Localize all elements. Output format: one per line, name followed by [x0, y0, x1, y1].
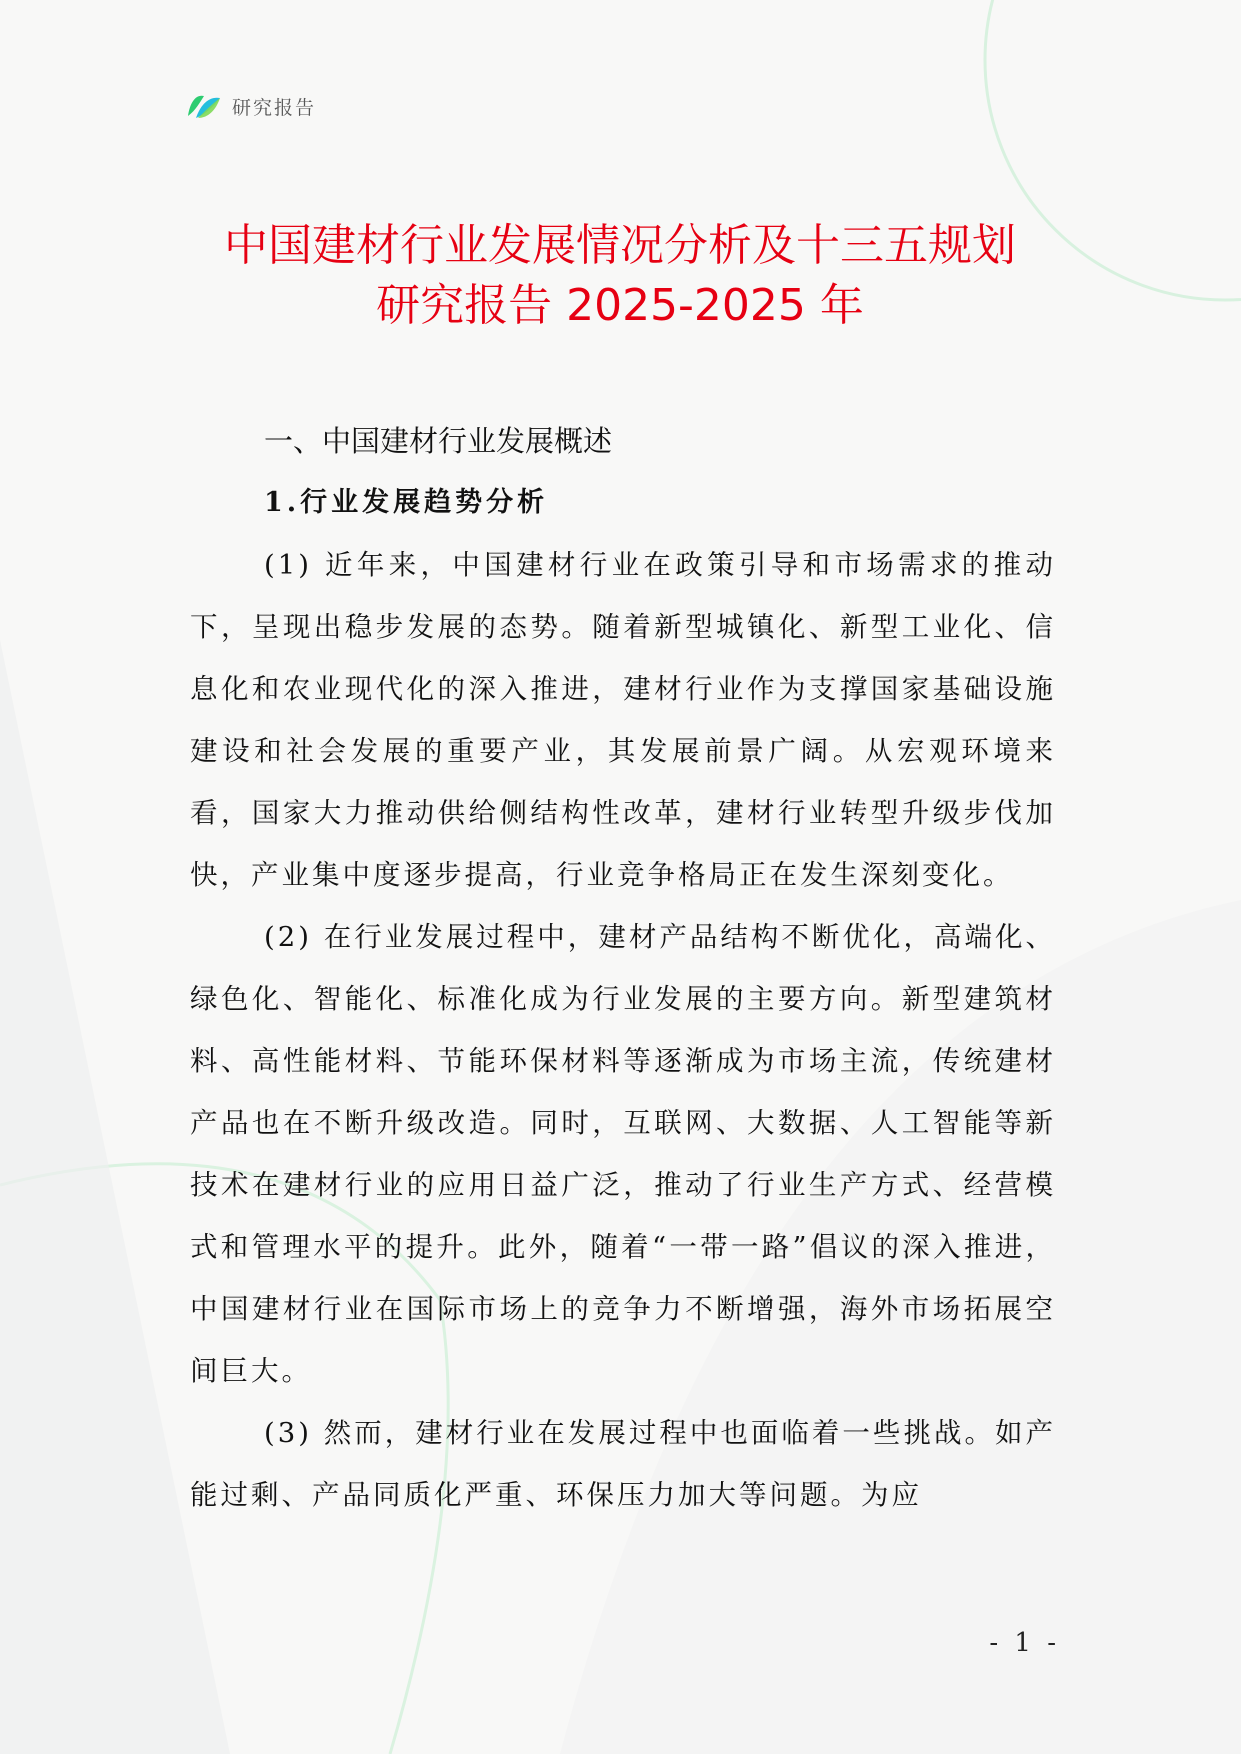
- paragraph-2: (2) 在行业发展过程中，建材产品结构不断优化，高端化、绿色化、智能化、标准化成为行业发展的主要方向。新型建筑材料、高性能材料、节能环保材料等逐渐成为市场主流，传统建材产品也在不断升级改造。同时，互联网、大数据、人工智能等新技术在建材行业的应用日益广泛，推动了行业生产方式、经营模式和管理水平的提升。此外，随着“一带一路”倡议的深入推进，中国建材行业在国际市场上的竞争力不断增强，海外市场拓展空间巨大。: [190, 921, 1056, 1387]
- title-line-1: 中国建材行业发展情况分析及十三五规划: [224, 220, 1016, 271]
- title-line-2: 研究报告 2025-2025 年: [376, 280, 864, 331]
- section-heading: 一、中国建材行业发展概述: [264, 424, 613, 458]
- green-leaf-logo-icon: [186, 90, 222, 122]
- paragraph-3: (3) 然而，建材行业在发展过程中也面临着一些挑战。如产能过剩、产品同质化严重、环保压力加大等问题。为应: [190, 1417, 1056, 1511]
- document-header: [186, 88, 316, 124]
- sub-heading: 1.行业发展趋势分析: [264, 487, 549, 518]
- paragraph-1: (1) 近年来，中国建材行业在政策引导和市场需求的推动下，呈现出稳步发展的态势。随着新型城镇化、新型工业化、信息化和农业现代化的深入推进，建材行业作为支撑国家基础设施建设和社会发展的重要产业，其发展前景广阔。从宏观环境来看，国家大力推动供给侧结构性改革，建材行业转型升级步伐加快，产业集中度逐步提高，行业竞争格局正在发生深刻变化。: [190, 549, 1056, 891]
- page-number: - 1 -: [989, 1628, 1060, 1658]
- document-body: [190, 410, 1056, 1526]
- header-label: 研究报告: [232, 96, 317, 119]
- document-title: [140, 216, 1100, 336]
